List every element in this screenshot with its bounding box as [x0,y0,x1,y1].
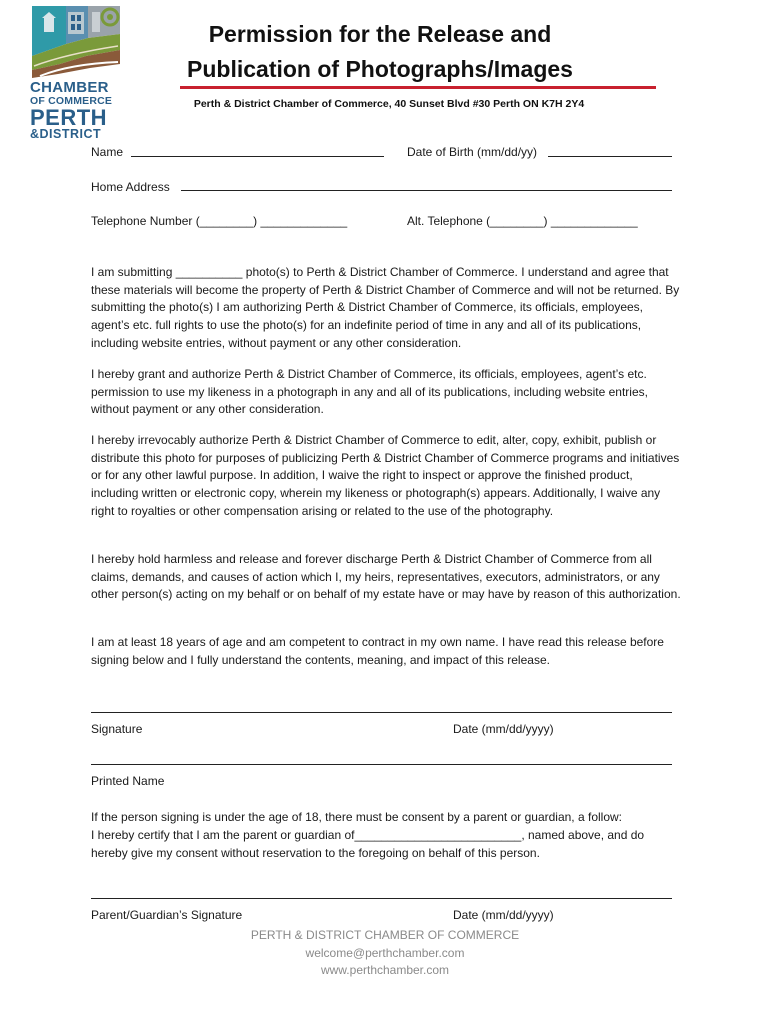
logo-line-district: &DISTRICT [30,127,102,141]
printed-name-line[interactable] [91,764,672,765]
paragraph-age-confirmation: I am at least 18 years of age and am competent to contract in my own name. I have read this release before signing below and I fully understand the contents, meaning, and impact of this release. [91,635,664,667]
page-title [150,17,610,87]
paragraph-authorization: I hereby irrevocably authorize Perth & District Chamber of Commerce to edit, alter, copy, exhibit, publish or distribute this photo for purposes of publicizing Perth & District Chamber of Commerce programs and initiatives or for any other lawful purpose. In addition, I waive the right to inspect or approve the finished product, including written or electronic copy, wherein my likeness or photograph(s) appears. Additionally, I waive any right to royalties or other compensation arising or related to the use of the photography. [91,433,680,518]
signature-label: Signature [91,722,143,736]
guardian-signature-label: Parent/Guardian’s Signature [91,908,243,922]
footer-email-link[interactable]: welcome@perthchamber.com [305,945,465,960]
chamber-logo [30,4,124,80]
logo-wordmark [30,80,124,141]
home-address-label: Home Address [91,180,170,194]
home-address-field[interactable] [181,190,672,191]
paragraph-submission: I am submitting __________ photo(s) to Perth & District Chamber of Commerce. I understand and agree that these materials will become the property of Perth & District Chamber of Commerce and will not be returned. By submitting the photo(s) I am authorizing Perth & District Chamber of Commerce, its officials, employees, agent’s etc. full rights to use the photo(s) for an indefinite period of time in any and all of its publications, including website entries, without payment or any other consideration. [91,265,680,350]
title-line-1: Permission for the Release and [208,21,552,47]
alt-telephone-field[interactable]: Alt. Telephone (________) _____________ [407,214,638,228]
logo-line-perth: PERTH [30,105,108,130]
logo-emblem-icon [30,4,124,80]
footer [0,927,770,980]
guardian-intro: If the person signing is under the age of 18, there must be consent by a parent or guardian, a follow: [91,810,622,824]
telephone-field[interactable]: Telephone Number (________) _____________ [91,214,348,228]
footer-organization: PERTH & DISTRICT CHAMBER OF COMMERCE [250,928,520,942]
printed-name-label: Printed Name [91,774,165,788]
title-line-2: Publication of Photographs/Images [187,56,573,82]
paragraph-release: I hereby hold harmless and release and forever discharge Perth & District Chamber of Commerce from all claims, demands, and causes of action which I, my heirs, representatives, executors, administrators, or any other person(s) acting on my behalf or on behalf of my estate have or may have by reason of this authorization. [91,552,681,602]
title-divider [180,86,656,89]
name-label: Name [91,145,124,159]
guardian-signature-line[interactable] [91,898,672,899]
organization-address: Perth & District Chamber of Commerce, 40 Sunset Blvd #30 Perth ON K7H 2Y4 [193,98,585,110]
name-field[interactable] [131,156,384,157]
footer-website-link[interactable]: www.perthchamber.com [320,963,450,977]
signature-date-label: Date (mm/dd/yyyy) [453,722,554,736]
dob-field[interactable] [548,156,672,157]
logo-line-chamber: CHAMBER [30,79,109,96]
paragraph-likeness: I hereby grant and authorize Perth & District Chamber of Commerce, its officials, employees, agent’s etc. permission to use my likeness in a photograph in any and all of its publications, including website entries, without payment or any other consideration. [91,367,648,417]
signature-line[interactable] [91,712,672,713]
logo-line-of-commerce: OF COMMERCE [30,95,113,107]
dob-label: Date of Birth (mm/dd/yy) [407,145,538,159]
guardian-certify: I hereby certify that I am the parent or guardian of_________________________, named above, and do hereby give my consent without reservation to the foregoing on behalf of this person. [91,828,645,860]
guardian-date-label: Date (mm/dd/yyyy) [453,908,554,922]
